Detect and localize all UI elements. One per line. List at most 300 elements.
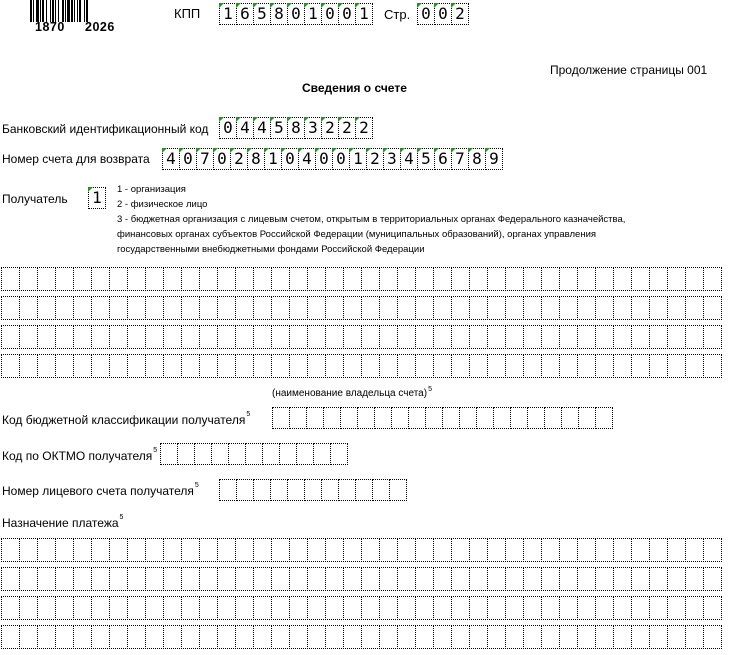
grid-cell[interactable] (379, 538, 398, 562)
digit-cell[interactable]: 2 (230, 148, 248, 170)
grid-cell[interactable] (595, 625, 614, 649)
grid-cell[interactable] (379, 354, 398, 378)
grid-cell[interactable] (559, 267, 578, 291)
digit-cell[interactable]: 5 (253, 3, 271, 25)
grid-cell[interactable] (253, 596, 272, 620)
grid-cell[interactable] (127, 567, 146, 591)
grid-cell[interactable] (109, 267, 128, 291)
grid-cell[interactable] (289, 354, 308, 378)
digit-cell[interactable]: 7 (451, 148, 469, 170)
grid-cell[interactable] (91, 538, 110, 562)
grid-cell[interactable] (703, 596, 722, 620)
digit-cell[interactable]: 2 (366, 148, 384, 170)
grid-cell[interactable] (73, 625, 92, 649)
grid-cell[interactable] (667, 625, 686, 649)
grid-cell[interactable] (361, 354, 380, 378)
grid-cell[interactable] (541, 538, 560, 562)
grid-cell[interactable] (73, 296, 92, 320)
grid-cell[interactable] (181, 596, 200, 620)
account-number-field[interactable] (162, 148, 503, 170)
grid-cell[interactable] (505, 567, 524, 591)
grid-cell[interactable] (505, 538, 524, 562)
grid-cell[interactable] (451, 596, 470, 620)
grid-cell[interactable] (73, 596, 92, 620)
grid-cell[interactable] (649, 354, 668, 378)
grid-cell[interactable] (199, 538, 218, 562)
grid-cell[interactable] (289, 296, 308, 320)
grid-cell[interactable] (469, 596, 488, 620)
digit-cell[interactable] (313, 443, 331, 465)
digit-cell[interactable]: 2 (321, 117, 339, 139)
digit-cell[interactable] (391, 407, 409, 429)
grid-cell[interactable] (469, 625, 488, 649)
grid-cell[interactable] (307, 267, 326, 291)
grid-cell[interactable] (145, 538, 164, 562)
grid-cell[interactable] (91, 567, 110, 591)
grid-cell[interactable] (109, 296, 128, 320)
grid-cell[interactable] (667, 267, 686, 291)
grid-cell[interactable] (379, 296, 398, 320)
grid-cell[interactable] (595, 596, 614, 620)
grid-cell[interactable] (415, 625, 434, 649)
grid-cell[interactable] (127, 354, 146, 378)
grid-cell[interactable] (289, 325, 308, 349)
grid-cell[interactable] (595, 567, 614, 591)
grid-cell[interactable] (199, 567, 218, 591)
grid-cell[interactable] (163, 325, 182, 349)
digit-cell[interactable] (236, 479, 254, 501)
digit-cell[interactable]: 9 (485, 148, 503, 170)
kbk-field[interactable] (272, 407, 613, 429)
digit-cell[interactable]: 0 (417, 3, 435, 25)
digit-cell[interactable]: 1 (349, 148, 367, 170)
grid-cell[interactable] (217, 354, 236, 378)
grid-cell[interactable] (73, 325, 92, 349)
grid-cell[interactable] (577, 354, 596, 378)
grid-cell[interactable] (73, 538, 92, 562)
digit-cell[interactable]: 0 (213, 148, 231, 170)
grid-cell[interactable] (145, 354, 164, 378)
grid-cell[interactable] (649, 538, 668, 562)
grid-cell[interactable] (73, 567, 92, 591)
digit-cell[interactable]: 4 (236, 117, 254, 139)
digit-cell[interactable] (340, 407, 358, 429)
oktmo-field[interactable] (160, 443, 348, 465)
grid-cell[interactable] (469, 325, 488, 349)
grid-cell[interactable] (433, 538, 452, 562)
digit-cell[interactable] (357, 407, 375, 429)
grid-cell[interactable] (577, 625, 596, 649)
grid-cell[interactable] (343, 567, 362, 591)
digit-cell[interactable] (372, 479, 390, 501)
digit-cell[interactable] (304, 479, 322, 501)
grid-cell[interactable] (253, 625, 272, 649)
grid-cell[interactable] (703, 538, 722, 562)
grid-cell[interactable] (235, 538, 254, 562)
grid-cell[interactable] (19, 325, 38, 349)
grid-cell[interactable] (145, 267, 164, 291)
digit-cell[interactable]: 0 (219, 117, 237, 139)
grid-cell[interactable] (55, 296, 74, 320)
grid-cell[interactable] (559, 625, 578, 649)
digit-cell[interactable]: 4 (162, 148, 180, 170)
digit-cell[interactable]: 2 (338, 117, 356, 139)
grid-cell[interactable] (307, 596, 326, 620)
grid-cell[interactable] (487, 625, 506, 649)
grid-cell[interactable] (541, 296, 560, 320)
digit-cell[interactable]: 6 (434, 148, 452, 170)
grid-cell[interactable] (19, 296, 38, 320)
grid-cell[interactable] (55, 267, 74, 291)
grid-cell[interactable] (451, 567, 470, 591)
grid-cell[interactable] (631, 296, 650, 320)
grid-cell[interactable] (289, 267, 308, 291)
grid-cell[interactable] (685, 296, 704, 320)
grid-cell[interactable] (181, 625, 200, 649)
grid-cell[interactable] (559, 325, 578, 349)
grid-cell[interactable] (271, 354, 290, 378)
grid-cell[interactable] (613, 625, 632, 649)
grid-cell[interactable] (667, 596, 686, 620)
grid-cell[interactable] (307, 567, 326, 591)
digit-cell[interactable]: 0 (434, 3, 452, 25)
grid-cell[interactable] (361, 596, 380, 620)
grid-cell[interactable] (487, 567, 506, 591)
digit-cell[interactable] (287, 479, 305, 501)
grid-cell[interactable] (307, 625, 326, 649)
digit-cell[interactable] (374, 407, 392, 429)
grid-cell[interactable] (595, 325, 614, 349)
grid-cell[interactable] (217, 538, 236, 562)
digit-cell[interactable] (595, 407, 613, 429)
grid-cell[interactable] (667, 325, 686, 349)
grid-cell[interactable] (1, 567, 20, 591)
grid-cell[interactable] (541, 625, 560, 649)
digit-cell[interactable] (527, 407, 545, 429)
grid-cell[interactable] (469, 538, 488, 562)
digit-cell[interactable] (355, 479, 373, 501)
grid-cell[interactable] (433, 267, 452, 291)
grid-cell[interactable] (325, 267, 344, 291)
grid-cell[interactable] (217, 325, 236, 349)
grid-cell[interactable] (343, 596, 362, 620)
grid-cell[interactable] (415, 325, 434, 349)
grid-cell[interactable] (451, 538, 470, 562)
digit-cell[interactable]: 7 (196, 148, 214, 170)
grid-cell[interactable] (433, 625, 452, 649)
grid-cell[interactable] (523, 625, 542, 649)
digit-cell[interactable] (330, 443, 348, 465)
grid-cell[interactable] (127, 267, 146, 291)
grid-cell[interactable] (271, 567, 290, 591)
grid-cell[interactable] (253, 567, 272, 591)
grid-cell[interactable] (613, 567, 632, 591)
grid-cell[interactable] (649, 625, 668, 649)
grid-cell[interactable] (487, 325, 506, 349)
grid-cell[interactable] (145, 325, 164, 349)
digit-cell[interactable]: 8 (287, 117, 305, 139)
grid-cell[interactable] (415, 354, 434, 378)
digit-cell[interactable]: 4 (298, 148, 316, 170)
grid-cell[interactable] (55, 596, 74, 620)
grid-cell[interactable] (397, 625, 416, 649)
grid-cell[interactable] (1, 267, 20, 291)
grid-cell[interactable] (541, 354, 560, 378)
grid-cell[interactable] (307, 538, 326, 562)
grid-cell[interactable] (145, 596, 164, 620)
grid-cell[interactable] (73, 354, 92, 378)
grid-cell[interactable] (451, 354, 470, 378)
grid-cell[interactable] (379, 625, 398, 649)
grid-cell[interactable] (631, 354, 650, 378)
grid-cell[interactable] (181, 567, 200, 591)
digit-cell[interactable]: 4 (400, 148, 418, 170)
grid-cell[interactable] (19, 567, 38, 591)
digit-cell[interactable]: 1 (88, 187, 106, 209)
digit-cell[interactable] (228, 443, 246, 465)
grid-cell[interactable] (343, 267, 362, 291)
grid-cell[interactable] (703, 267, 722, 291)
grid-cell[interactable] (631, 538, 650, 562)
grid-cell[interactable] (631, 325, 650, 349)
grid-cell[interactable] (613, 296, 632, 320)
grid-cell[interactable] (577, 296, 596, 320)
grid-cell[interactable] (37, 325, 56, 349)
grid-cell[interactable] (523, 596, 542, 620)
kpp-field[interactable] (219, 3, 373, 25)
grid-cell[interactable] (19, 538, 38, 562)
grid-cell[interactable] (289, 538, 308, 562)
personal-account-field[interactable] (219, 479, 407, 501)
grid-cell[interactable] (631, 596, 650, 620)
grid-cell[interactable] (217, 567, 236, 591)
grid-cell[interactable] (613, 354, 632, 378)
digit-cell[interactable] (321, 479, 339, 501)
grid-cell[interactable] (343, 325, 362, 349)
grid-cell[interactable] (523, 296, 542, 320)
grid-cell[interactable] (325, 567, 344, 591)
grid-cell[interactable] (613, 267, 632, 291)
grid-cell[interactable] (361, 625, 380, 649)
grid-cell[interactable] (1, 325, 20, 349)
digit-cell[interactable]: 1 (304, 3, 322, 25)
grid-cell[interactable] (253, 267, 272, 291)
grid-cell[interactable] (559, 354, 578, 378)
grid-cell[interactable] (325, 596, 344, 620)
grid-cell[interactable] (379, 325, 398, 349)
grid-cell[interactable] (181, 296, 200, 320)
grid-cell[interactable] (145, 296, 164, 320)
digit-cell[interactable] (459, 407, 477, 429)
grid-cell[interactable] (649, 325, 668, 349)
digit-cell[interactable] (219, 479, 237, 501)
grid-cell[interactable] (109, 325, 128, 349)
grid-cell[interactable] (163, 538, 182, 562)
digit-cell[interactable] (279, 443, 297, 465)
grid-cell[interactable] (361, 325, 380, 349)
grid-cell[interactable] (649, 267, 668, 291)
grid-cell[interactable] (271, 267, 290, 291)
digit-cell[interactable] (323, 407, 341, 429)
grid-cell[interactable] (91, 596, 110, 620)
grid-cell[interactable] (505, 296, 524, 320)
grid-cell[interactable] (19, 596, 38, 620)
grid-cell[interactable] (109, 354, 128, 378)
grid-cell[interactable] (1, 538, 20, 562)
grid-cell[interactable] (685, 596, 704, 620)
grid-cell[interactable] (649, 596, 668, 620)
grid-cell[interactable] (505, 325, 524, 349)
grid-cell[interactable] (433, 567, 452, 591)
grid-cell[interactable] (181, 538, 200, 562)
grid-cell[interactable] (469, 354, 488, 378)
grid-cell[interactable] (523, 267, 542, 291)
digit-cell[interactable] (262, 443, 280, 465)
grid-cell[interactable] (379, 567, 398, 591)
grid-cell[interactable] (127, 325, 146, 349)
digit-cell[interactable]: 6 (236, 3, 254, 25)
grid-cell[interactable] (559, 538, 578, 562)
grid-cell[interactable] (181, 354, 200, 378)
digit-cell[interactable]: 1 (219, 3, 237, 25)
grid-cell[interactable] (127, 296, 146, 320)
grid-cell[interactable] (433, 596, 452, 620)
grid-cell[interactable] (325, 296, 344, 320)
digit-cell[interactable]: 8 (247, 148, 265, 170)
grid-cell[interactable] (217, 625, 236, 649)
grid-cell[interactable] (433, 354, 452, 378)
grid-cell[interactable] (73, 267, 92, 291)
digit-cell[interactable] (245, 443, 263, 465)
grid-cell[interactable] (415, 538, 434, 562)
grid-cell[interactable] (433, 325, 452, 349)
grid-cell[interactable] (1, 354, 20, 378)
digit-cell[interactable] (408, 407, 426, 429)
grid-cell[interactable] (199, 596, 218, 620)
bik-field[interactable] (219, 117, 373, 139)
grid-cell[interactable] (253, 354, 272, 378)
digit-cell[interactable]: 1 (355, 3, 373, 25)
grid-cell[interactable] (181, 325, 200, 349)
grid-cell[interactable] (397, 296, 416, 320)
grid-cell[interactable] (199, 325, 218, 349)
grid-cell[interactable] (703, 325, 722, 349)
grid-cell[interactable] (217, 596, 236, 620)
digit-cell[interactable]: 0 (287, 3, 305, 25)
recipient-type-field[interactable] (88, 187, 106, 209)
grid-cell[interactable] (163, 354, 182, 378)
grid-cell[interactable] (55, 354, 74, 378)
grid-cell[interactable] (37, 567, 56, 591)
grid-cell[interactable] (379, 267, 398, 291)
grid-cell[interactable] (613, 325, 632, 349)
grid-cell[interactable] (577, 567, 596, 591)
grid-cell[interactable] (271, 325, 290, 349)
digit-cell[interactable]: 0 (179, 148, 197, 170)
grid-cell[interactable] (505, 354, 524, 378)
grid-cell[interactable] (487, 354, 506, 378)
grid-cell[interactable] (325, 354, 344, 378)
grid-cell[interactable] (1, 625, 20, 649)
grid-cell[interactable] (109, 538, 128, 562)
grid-cell[interactable] (19, 354, 38, 378)
grid-cell[interactable] (307, 325, 326, 349)
owner-name-grid[interactable] (1, 267, 722, 383)
digit-cell[interactable] (194, 443, 212, 465)
grid-cell[interactable] (253, 296, 272, 320)
grid-cell[interactable] (361, 567, 380, 591)
grid-cell[interactable] (37, 625, 56, 649)
grid-cell[interactable] (91, 296, 110, 320)
grid-cell[interactable] (91, 625, 110, 649)
grid-cell[interactable] (685, 538, 704, 562)
digit-cell[interactable] (493, 407, 511, 429)
grid-cell[interactable] (163, 267, 182, 291)
digit-cell[interactable] (289, 407, 307, 429)
grid-cell[interactable] (415, 267, 434, 291)
grid-cell[interactable] (595, 296, 614, 320)
grid-cell[interactable] (703, 354, 722, 378)
digit-cell[interactable]: 0 (332, 148, 350, 170)
grid-cell[interactable] (109, 625, 128, 649)
digit-cell[interactable]: 4 (253, 117, 271, 139)
grid-cell[interactable] (379, 596, 398, 620)
grid-cell[interactable] (307, 354, 326, 378)
digit-cell[interactable] (296, 443, 314, 465)
grid-cell[interactable] (451, 296, 470, 320)
grid-cell[interactable] (487, 296, 506, 320)
grid-cell[interactable] (487, 538, 506, 562)
digit-cell[interactable]: 5 (270, 117, 288, 139)
grid-cell[interactable] (55, 538, 74, 562)
grid-cell[interactable] (397, 538, 416, 562)
grid-cell[interactable] (397, 354, 416, 378)
grid-cell[interactable] (703, 567, 722, 591)
digit-cell[interactable] (425, 407, 443, 429)
grid-cell[interactable] (37, 596, 56, 620)
digit-cell[interactable]: 2 (451, 3, 469, 25)
digit-cell[interactable]: 0 (281, 148, 299, 170)
digit-cell[interactable] (272, 407, 290, 429)
grid-cell[interactable] (451, 625, 470, 649)
grid-cell[interactable] (487, 596, 506, 620)
grid-cell[interactable] (667, 538, 686, 562)
grid-cell[interactable] (19, 625, 38, 649)
grid-cell[interactable] (253, 325, 272, 349)
digit-cell[interactable]: 3 (304, 117, 322, 139)
grid-cell[interactable] (559, 596, 578, 620)
digit-cell[interactable] (578, 407, 596, 429)
grid-cell[interactable] (343, 354, 362, 378)
grid-cell[interactable] (541, 567, 560, 591)
grid-cell[interactable] (163, 296, 182, 320)
grid-cell[interactable] (595, 538, 614, 562)
grid-cell[interactable] (577, 538, 596, 562)
digit-cell[interactable] (561, 407, 579, 429)
grid-cell[interactable] (181, 267, 200, 291)
grid-cell[interactable] (613, 538, 632, 562)
grid-cell[interactable] (361, 538, 380, 562)
grid-cell[interactable] (37, 354, 56, 378)
grid-cell[interactable] (289, 596, 308, 620)
grid-cell[interactable] (289, 567, 308, 591)
grid-cell[interactable] (505, 625, 524, 649)
grid-cell[interactable] (505, 267, 524, 291)
digit-cell[interactable]: 3 (383, 148, 401, 170)
grid-cell[interactable] (667, 567, 686, 591)
grid-cell[interactable] (541, 267, 560, 291)
grid-cell[interactable] (451, 325, 470, 349)
